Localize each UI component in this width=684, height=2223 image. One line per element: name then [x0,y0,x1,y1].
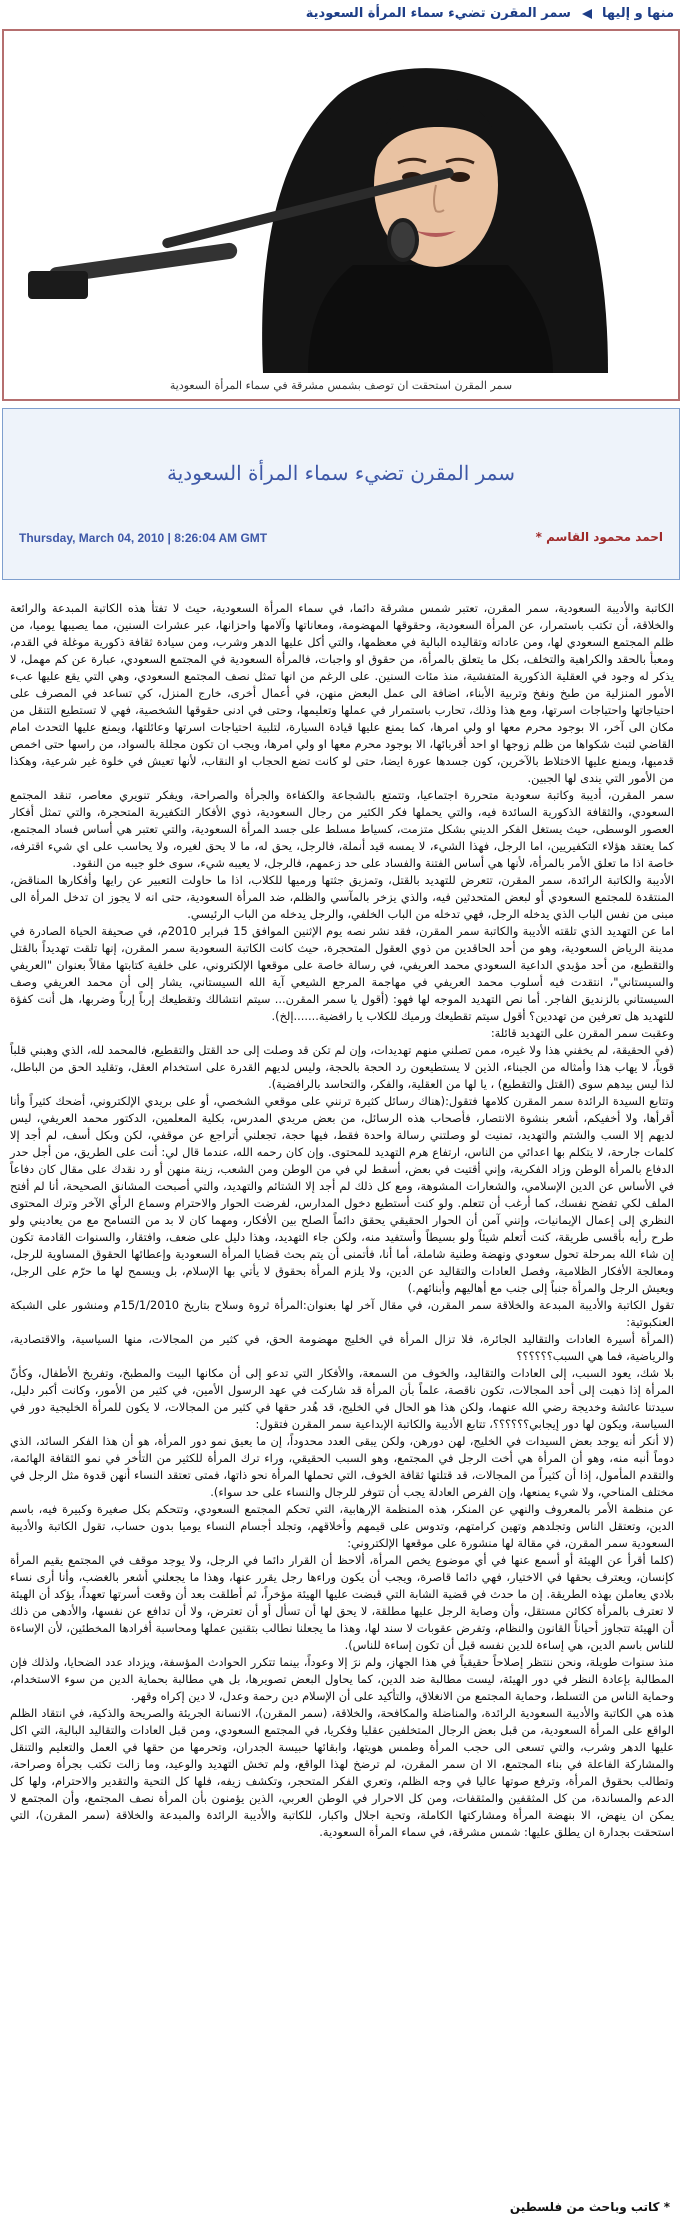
article-paragraph: وتتابع السيدة الرائدة سمر المقرن كلامها فتقول:(هناك رسائل كثيرة ترنني على موقعي الشخصي، أو على بريدي الإلكتروني، أضحك كثيراً وأنا أقرأها، ولا أخفيكم، أشعر بنشوة الانتصار، فأصحاب هذه الرسائل، من بعض مريدي المدرس، بكلية المعلمين، الدكتور محمد العريفي، ليس لديهم إلا السب والشتم والتهديد، تمنيت لو وصلتني رسالة واحدة فقط، فيها حجة، تجعلني أتراجع عن موقفي، لكن وبكل أسف، لم أجد إلا كلمات جارحة، لا يتكلم بها اعدائي من الناس، ارتفاع هرم التهديد للمحتوى. وإن كان رحمه الله، عندما قال لي: أنت على الطريق، من أجل حدر الدفاع بالمرأة الوطن وزاد الفكرية، وإني أقتيت في بعض، أسقط لي في من الوطن ومن الشعب، زينة منهن أو رد نقدك على مقال كان دفاعاً في الأساس عن الدين الإسلامي، والشعارات المشوهة، ومع كل ذلك لم أجد إلا الشتائم والتهديد، والتي أصبحت المشانق الصحيحة، أنا لم أفتح الملف لكي تفضح نفسك، كما أرغب أن تتعلم. ولو كنت أستطيع دخول المدارس، لفرضت الحوار والاحترام وسماع الرأي الآخر وترك المحتوى النظري إلى إعمال الإيمانيات، وإنني آمن أن الحوار الحقيقي يحقق دائماً الصلح بين الأفكار، ومهما كان لا بد من التسامح مع من يعاديني ولو طرح رأيه بأقسى طريقة، كنت أتعلم شيئاً ولو بسيطاً وأستفيد منه، ولكن جاء التهديد، وهذا دليل على ضعف، وافتقار، والسنوات القادمة تكون إن شاء الله بمرحلة تحول سعودي ونهضة وطنية شاملة، أما أنا، فأتمنى أن يتم بحث قضايا المرأة السعودية وإعطائها الحقوق المساوية للرجل، ومعالجة الأفكار الظلامية، وفصل العادات والتقاليد عن الدين، ولا يلزم المرأة بحقوق لا يأتي بها الإسلام، بل ويسمح لها ما حرّم على الرجل، ويعيش الرجل والمرأة جنباً إلى جنب مع أهاليهم وأبنائهم.) [10,1094,674,1295]
article-body [10,600,674,1841]
photo-caption: سمر المقرن استحقت ان توصف بشمس مشرقة في سماء المرأة السعودية [169,379,513,392]
article-paragraph: الكاتبة والأديبة السعودية، سمر المقرن، تعتبر شمس مشرقة دائما، في سماء المرأة السعودية، حيث لا تفتأ هذه الكاتبة المبدعة والرائعة والخلاقة، أن تكتب باستمرار، عن المرأة السعودية، وحقوقها المهضومة، ومعاناتها وآلامها واحزانها، عبر عشرات السنين، مما يصيبها يوميا، من ظلم المجتمع السعودي لها، ومن عاداته وتقاليده البالية في معظمها، والتي أكل عليها الدهر وشرب، ومن سيادة ثقافة ذكورية موغلة في القدم، ومعبأ بالحقد والكراهية والتخلف، بكل ما يتعلق بالمرأة، من حقوق او واجبات، فالمرأة السعودية في المجتمع السعودي، عبارة عن كم مهمل، لا يذكر له وجود في العقلية الذكورية المتفشية، منذ مئات السنين. على الرغم من انها تمثل نصف المجتمع السعودي، وهي التي يقع عليها عبء الأمور المنزلية من طبخ ونفخ وتربية الأبناء، اضافة الى عمل البعض منهن، في أعمال أخرى، خارج المنزل، كي تساعد في المصرف على احتياجاتها واحتياجات اسرتها، ومع هذا وذلك، تحارب باستمرار في عملها وتعليمها، وحتى في ادنى حقوقها الشخصية، فهي لا تستطيع التنقل من مكان الى آخر، الا بوجود محرم معها او ولي امرها، كما يمنع عليها قيادة السيارة، لتلبية احتياجات اسرتها وعائلتها، ويمنع عليها التحدث امام القاضي لتبث شكواها من ظلم زوجها او احد أقربائها، الا بوجود محرم معها او ولي امرها، ويجب ان تكون مجللة بالسواد، من راسها حتى اخمص قدميها، ويمنع عليها الاختلاط بالآخرين، كون جسدها عورة ايضا، حتى لو كانت تضع الحجاب او النقاب، لأنها تعيش في خلوة غير شرعية، وهكذا من الأمور التي يندى لها الجبين. [10,601,674,785]
article-paragraph: منذ سنوات طويلة، ونحن ننتظر إصلاحاً حقيقياً في هذا الجهاز، ولم نرَ إلا وعوداً، بينما تتكرر الحوادث المؤسفة، ويزداد عدد الضحايا، ولذلك فإن المطالبة بإعادة النظر في دور الهيئة، ليست مطالبة ضد الدين، كما يحاول البعض تصويرها، بل هي مطالبة بحماية الدين من سوء الاستخدام، وحماية الناس من التسلط، وحماية المجتمع من الانغلاق، والتأكيد على أن الإسلام دين رحمة وعدل، لا دين إكراه وقهر. [10,1655,674,1703]
article-paragraph: وعقبت سمر المقرن على التهديد قائلة: [490,1026,674,1040]
breadcrumb-current-link[interactable]: سمر المقرن تضيء سماء المرأة السعودية [305,6,571,21]
article-paragraph: سمر المقرن، أديبة وكاتبة سعودية متحررة اجتماعيا، وتتمتع بالشجاعة والكفاءة والجرأة والصراحة، ويفكر تنويري معاصر، تنقد المجتمع السعودي، والثقافة الذكورية السائدة فيه، والتي يحملها فكر الكثير من رجال السعودية، ذوي الأفكار التكفيرية المتحجرة، والتي تمثل أفكار العصور الوسطى، حيث يستغل الفكر الديني بشكل متزمت، كسياط مسلط على جسد المرأة السعودية، والتي تعتبر هي أساس فساد المجتمع، كما يعتقد هؤلاء التكفيريين، اما الرجل، فهذا الشيء، لا يمسه قيد أنملة، فالرجل، يحق له، ما لا يحق لغيره، ولا يحاسب على اي شيء اقترفه، خاصة اذا ما تعلق الأمر بالمرأة، لأنها هي أساس الفتنة والفساد على حد زعمهم، فالرجل، لا يعيبه شيء، سوى خلو جيبه من النقود. [10,788,674,870]
article-paragraph: عن منظمة الأمر بالمعروف والنهي عن المنكر، هذه المنظمة الإرهابية، التي تحكم المجتمع السعودي، وتتحكم بكل صغيرة وكبيرة فيه، باسم الدين، وتعتقل الناس وتجلدهم وتهين كرامتهم، وتدوس على قيمهم وأخلاقهم، وتجلد أجسام النساء يوميا بدون حساب، تقول الكاتبة والأديبة السعودية سمر المقرن، في مقالة لها منشورة على موقعها الإلكتروني: [10,1502,674,1550]
breadcrumb [306,6,674,21]
article-date: Thursday, March 04, 2010 | 8:26:04 AM GMT [19,531,268,545]
breadcrumb-home-link[interactable]: منها و إليها [601,6,674,21]
breadcrumb-bar [0,0,684,28]
article-header-box [2,408,680,580]
article-paragraph: اما عن التهديد الذي تلقته الأديبة والكاتبة سمر المقرن، فقد نشر نصه يوم الإثنين الموافق 15 فبراير 2010م، في صحيفة الحياة الصادرة في مدينة الرياض السعودية، وهو من أحد الحاقدين من ذوي العقول المتحجرة، حيث كانت الكاتبة السعودية سمر المقرن، إنها تلقت تهديداً بالقتل والتقطيع، من أحد مؤيدي الداعية السعودي محمد العريفي، في رسالة خاصة على موقعها الإلكتروني، على خلفية كتابتها مقالاً بعنوان "العريفي والسيستاني"، انتقدت فيه أسلوب محمد العريفي في مهاجمة المرجع الشيعي آية الله السيستاني، يشار إلى أن محمد العريفي وصف السيستاني بالزنديق الفاجر. أما نص التهديد الموجه لها فهو: (أقول يا سمر المقرن... سيتم انتشالك وتقطيعك إرباً إرباً وضربها، هل أنت كفؤة للتهديد هل تعرفين من تهددين؟ أقول سيتم تقطيعك ورميك للكلاب يا رافضية.......إلخ). [10,924,675,1023]
article-paragraph: تقول الكاتبة والأديبة المبدعة والخلاقة سمر المقرن، في مقال آخر لها بعنوان:المرأة ثروة وسلاح بتاريخ 15/1/2010م ومنشور على الشبكة العنكبوتية: [10,1298,674,1329]
article-paragraph: بلا شك، يعود السبب، إلى العادات والتقاليد، والخوف من السمعة، والأفكار التي تدعو إلى أن مكانها البيت والمطبخ، وتفريخ الأطفال، وكأنّ المرأة إذا ذهبت إلى أحد المجالات، تكون ناقصة، علماً بأن المرأة قد شاركت في عهد الرسول الأمين، في كثير من الأمور، وكانت أكبر دليل، سيدتنا عائشة وخديجة رضي الله عنهما، ولكن هذا هو الحال في الخليج، قد هُدر حقها في كثير من المجالات، لا يكون للمرأة الخليجية دور في السياسة، ويكون لها دور إيجابي؟؟؟؟؟؟، تتابع الأديبة والكاتبة الإبداعية سمر المقرن فتقول: [10,1366,674,1431]
article-title: سمر المقرن تضيء سماء المرأة السعودية [167,461,515,485]
article-paragraph: هذه هي الكاتبة والأديبة السعودية الرائدة، والمناضلة والمكافحة، والخلاقة، (سمر المقرن)، الانسانة الجريئة والصريحة والذكية، في انتقاد الظلم الواقع على المرأة السعودية، من قبل بعض الرجال المتخلفين عقليا وفكريا، في المجتمع السعودي، ومن قبل العادات والتقاليد البالية، التي اكل عليها الدهر وشرب، والتي تسعى الى حجب المرأة وطمس هويتها، وابقائها حبيسة الجدران، وتحرمها من حقها في العمل والتعليم والتنقل والمشاركة الفاعلة في بناء المجتمع، الا ان سمر المقرن، لم ترضخ لهذا الواقع، ولم تخش التهديد والوعيد، وما زالت تكتب بجرأة وصراحة، وتطالب بحقوق المرأة، وترفع صوتها عاليا في وجه الظلم، وتعري الفكر المتحجر، وتكشف زيفه، فلها كل التحية والتقدير والاحترام، ولها كل الدعم والمساندة، من كل المثقفين والمثقفات، ومن كل الاحرار في الوطن العربي، الذين يؤمنون بأن المرأة نصف المجتمع، وأن المجتمع لا يمكن ان ينهض، الا بنهضة المرأة ومشاركتها الكاملة، وتحية اجلال واكبار، للكاتبة والأديبة الرائدة والمبدعة والخلاقة (سمر المقرن)، التي استحقت بجدارة ان يطلق عليها: شمس مشرقة، في سماء المرأة السعودية. [10,1706,674,1839]
author-photo [8,35,674,373]
article-author: احمد محمود القاسم * [535,530,663,544]
article-photo-frame [2,29,680,401]
article-paragraph: (المرأة أسيرة العادات والتقاليد الجائرة، فلا تزال المرأة في الخليج مهضومة الحق، في كثير من المجالات، منها السياسية، والاقتصادية، والرياضية، فما هي السبب؟؟؟؟؟؟ [10,1332,674,1363]
author-signature: * كاتب وباحث من فلسطين [509,2200,670,2214]
breadcrumb-arrow-icon [579,8,593,20]
article-paragraph: (في الحقيقة، لم يخفني هذا ولا غيره، ممن تصلني منهم تهديدات، وإن لم تكن قد وصلت إلى حد القتل والتقطيع، فالمحمد لله، الذي وهبني قلباً قوياً، لا يهاب هذا وأمثاله من الجبناء، الذين لا يستطيعون رد الحجة بالحجة، وليس لديهم القدرة على استخدام العقل، وتقليد الحق من الباطل، لذا ليس بيدهم سوى (القتل والتقطيع) ، يا لها من العقلية، والفكر، والتحاسد بالرافضية). [10,1043,674,1091]
article-paragraph: (كلما أقرأ عن الهيئة أو أسمع عنها في أي موضوع يخص المرأة، ألاحظ أن القرار دائما في الرجل، ولا يوجد موقف في المجتمع يقيم المرأة كإنسان، ويعترف بحقها في الاختيار، فهي دائما قاصرة، ويجب أن يكون وراءها رجل يقرر عنها، وهذا ما يجعلني أشعر بالغضب، وأنا أرى نساء بلادي يعاملن بهذه الطريقة. إن ما حدث في قضية الشابة التي قبضت عليها الهيئة مؤخراً، ثم أطلقت بعد أن وقعت أسرتها تعهداً، يؤكد أن الهيئة لا تعترف بالمرأة ككائن مستقل، وأن وصاية الرجل عليها مطلقة، لا يحق لها أن تسأل أو أن تعترض، ولا أن تدافع عن نفسها، والأدهى من ذلك أن الهيئة تتجاوز أحياناً القانون والنظام، وتفرض عقوبات لا سند لها، وهذا ما يجعلنا نطالب بتقنين عملها ومحاسبة أفرادها المخطئين، لأن الإساءة للناس باسم الدين، هي إساءة للدين نفسه قبل أن تكون إساءة للناس). [10,1553,674,1652]
article-paragraph: الأديبة والكاتبة الرائدة، سمر المقرن، تتعرض للتهديد بالقتل، وتمزيق جثتها ورميها للكلاب، اذا ما حاولت التعبير عن رايها وأفكارها المناقض، المنتقدة للمجتمع السعودي أو لبعض المتحدثين فيه، والذي يزخر بالمآسي والظلم، ضد المرأة السعودية، حتى انه لا يجوز ان تدخل المرأة الى مبنى من نفس الباب الذي يدخله الرجل، فهي تدخله من الباب الخلفي، والرجل يدخله من الباب الرئيسي. [10,873,674,921]
article-paragraph: (لا أنكر أنه يوجد بعض السيدات في الخليج، لهن دورهن، ولكن يبقى العدد محدوداً، إن ما يعيق نمو دور المرأة، هو أن هذا الفكر السائد، الذي دوماً أنبه منه، وهو أن المرأة هي أخت الرجل في المجتمع، وهو السبب الحقيقي، وراء ترك المرأة للكثير من التأخر في نمو الثقافة الهائمة، والتقدم المأمول، إذا أن كثيراً من المجالات، قد قتلتها ثقافة الخوف، التي تحملها المرأة نحو ذاتها، فمتى تعتقد النساء أنهن قدوة مثل الرجل في مختلف المناحي، ولا شيء يمنعها، وإن الفرص العادلة يجب أن تتوفر للرجال والنساء على حد سواء). [10,1434,674,1499]
